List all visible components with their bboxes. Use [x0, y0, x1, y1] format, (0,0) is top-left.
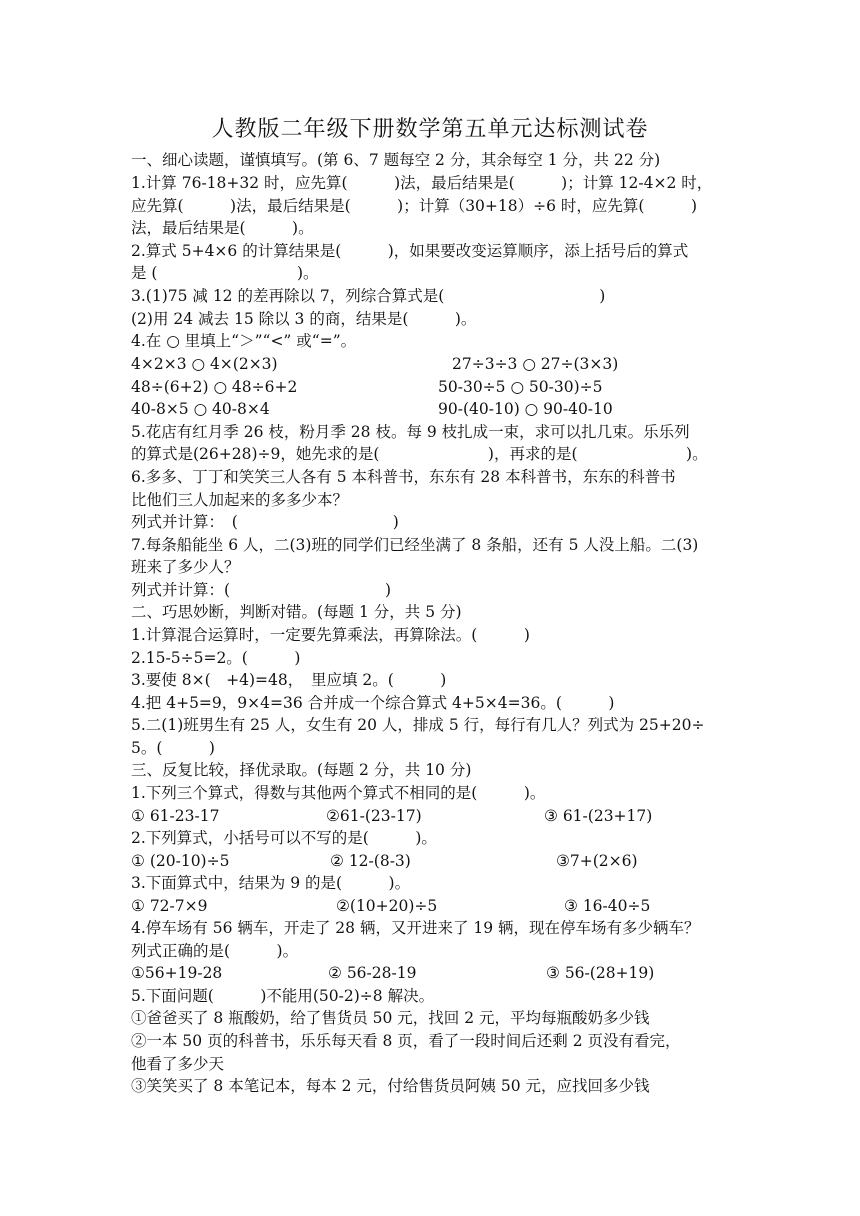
s1-q4-row1-left: 4×2×3 ○ 4×(2×3): [131, 355, 278, 373]
s3-q4-option3: ③ 56-(28+19): [546, 964, 655, 982]
s2-item5-line1: 5.二(1)班男生有 25 人，女生有 20 人，排成 5 行，每行有几人？列式为 25+20÷: [131, 716, 705, 734]
s3-q5-option3: ③笑笑买了 8 本笔记本，每本 2 元，付给售货员阿姨 50 元，应找回多少钱: [131, 1077, 650, 1095]
s3-q5-option2-line1: ②一本 50 页的科普书，乐乐每天看 8 页，看了一段时间后还剩 2 页没有看完，: [131, 1032, 681, 1050]
s1-q6-line2: 比他们三人加起来的多多少本？: [131, 491, 349, 509]
s3-q2-option1: ① (20-10)÷5: [131, 852, 230, 870]
s1-q2-line1: 2.算式 5+4×6 的计算结果是( )，如果要改变运算顺序，添上括号后的算式: [131, 242, 689, 260]
s1-q7-line1: 7.每条船能坐 6 人，二(3)班的同学们已经坐满了 8 条船，还有 5 人没上船。二(3): [131, 536, 699, 554]
s3-q1-option3: ③ 61-(23+17): [544, 807, 653, 825]
s1-q7-line2: 班来了多少人？: [131, 558, 240, 576]
s2-item4: 4.把 4+5=9，9×4=36 合并成一个综合算式 4+5×4=36。( ): [131, 694, 615, 712]
s2-item2: 2.15-5÷5=2。( ): [131, 649, 301, 667]
s3-q3-option2: ②(10+20)÷5: [336, 897, 438, 915]
s1-q6-line1: 6.多多、丁丁和笑笑三人各有 5 本科普书，东东有 28 本科普书，东东的科普书: [131, 468, 676, 486]
s3-q4-option2: ② 56-28-19: [328, 964, 417, 982]
s1-q4-row2-left: 48÷(6+2) ○ 48÷6+2: [131, 378, 298, 396]
s1-q4-row3-right: 90-(40-10) ○ 90-40-10: [438, 400, 613, 418]
s3-q3-option1: ① 72-7×9: [131, 897, 208, 915]
s1-q4-row2-right: 50-30÷5 ○ 50-30)÷5: [438, 378, 603, 396]
s1-q1-line2: 应先算( )法，最后结果是( )；计算（30+18）÷6 时，应先算( ): [131, 197, 697, 215]
s2-item1: 1.计算混合运算时，一定要先算乘法，再算除法。( ): [131, 626, 530, 644]
s1-q4-row3-left: 40-8×5 ○ 40-8×4: [131, 400, 270, 418]
s1-q2-line2: 是 ( )。: [131, 264, 319, 282]
s1-q3-line1: 3.(1)75 减 12 的差再除以 7，列综合算式是( ): [131, 287, 606, 305]
s2-item5-line2: 5。( ): [131, 739, 215, 757]
s3-q5-option2-line2: 他看了多少天: [131, 1055, 225, 1073]
s3-q3-option3: ③ 16-40÷5: [564, 897, 651, 915]
s3-q4-line2: 列式正确的是( )。: [131, 942, 299, 960]
s3-q1-option2: ②61-(23-17): [326, 807, 422, 825]
s3-q4-line1: 4.停车场有 56 辆车，开走了 28 辆，又开进来了 19 辆，现在停车场有多少辆车？: [131, 919, 700, 937]
s1-q6-line3: 列式并计算： ( ): [131, 513, 399, 531]
s2-item3: 3.要使 8×( +4)=48， 里应填 2。( ): [131, 671, 447, 689]
s3-q2: 2.下列算式，小括号可以不写的是( )。: [131, 829, 437, 847]
section3-header: 三、反复比较，择优录取。(每题 2 分，共 10 分): [131, 761, 472, 779]
s1-q5-line1: 5.花店有红月季 26 枝，粉月季 28 枝。每 9 枝扎成一束，求可以扎几束。乐乐列: [131, 423, 690, 441]
s1-q5-line2: 的算式是(26+28)÷9，她先求的是( )，再求的是( )。: [131, 445, 708, 463]
section2-header: 二、巧思妙断，判断对错。(每题 1 分，共 5 分): [131, 603, 462, 621]
section1-header: 一、细心读题，谨慎填写。(第 6、7 题每空 2 分，其余每空 1 分，共 22 分): [131, 151, 661, 169]
s1-q1-line3: 法，最后结果是( )。: [131, 219, 314, 237]
s1-q4-header: 4.在 ○ 里填上“＞”“<” 或“=”。: [131, 332, 357, 350]
page-title: 人教版二年级下册数学第五单元达标测试卷: [211, 117, 649, 142]
s1-q3-line2: (2)用 24 减去 15 除以 3 的商，结果是( )。: [131, 310, 477, 328]
s3-q4-option1: ①56+19-28: [131, 964, 223, 982]
s3-q1-option1: ① 61-23-17: [131, 807, 220, 825]
s3-q2-option3: ③7+(2×6): [556, 852, 638, 870]
s1-q1-line1: 1.计算 76-18+32 时，应先算( )法，最后结果是( )；计算 12-4×2 时，: [131, 174, 713, 192]
s1-q7-line3: 列式并计算：( ): [131, 581, 392, 599]
s3-q5: 5.下面问题( )不能用(50-2)÷8 解决。: [131, 987, 435, 1005]
s3-q2-option2: ② 12-(8-3): [330, 852, 411, 870]
s3-q1: 1.下列三个算式，得数与其他两个算式不相同的是( )。: [131, 784, 546, 802]
s3-q5-option1: ①爸爸买了 8 瓶酸奶，给了售货员 50 元，找回 2 元，平均每瓶酸奶多少钱: [131, 1009, 650, 1027]
s3-q3: 3.下面算式中，结果为 9 的是( )。: [131, 874, 411, 892]
s1-q4-row1-right: 27÷3÷3 ○ 27÷(3×3): [452, 355, 619, 373]
